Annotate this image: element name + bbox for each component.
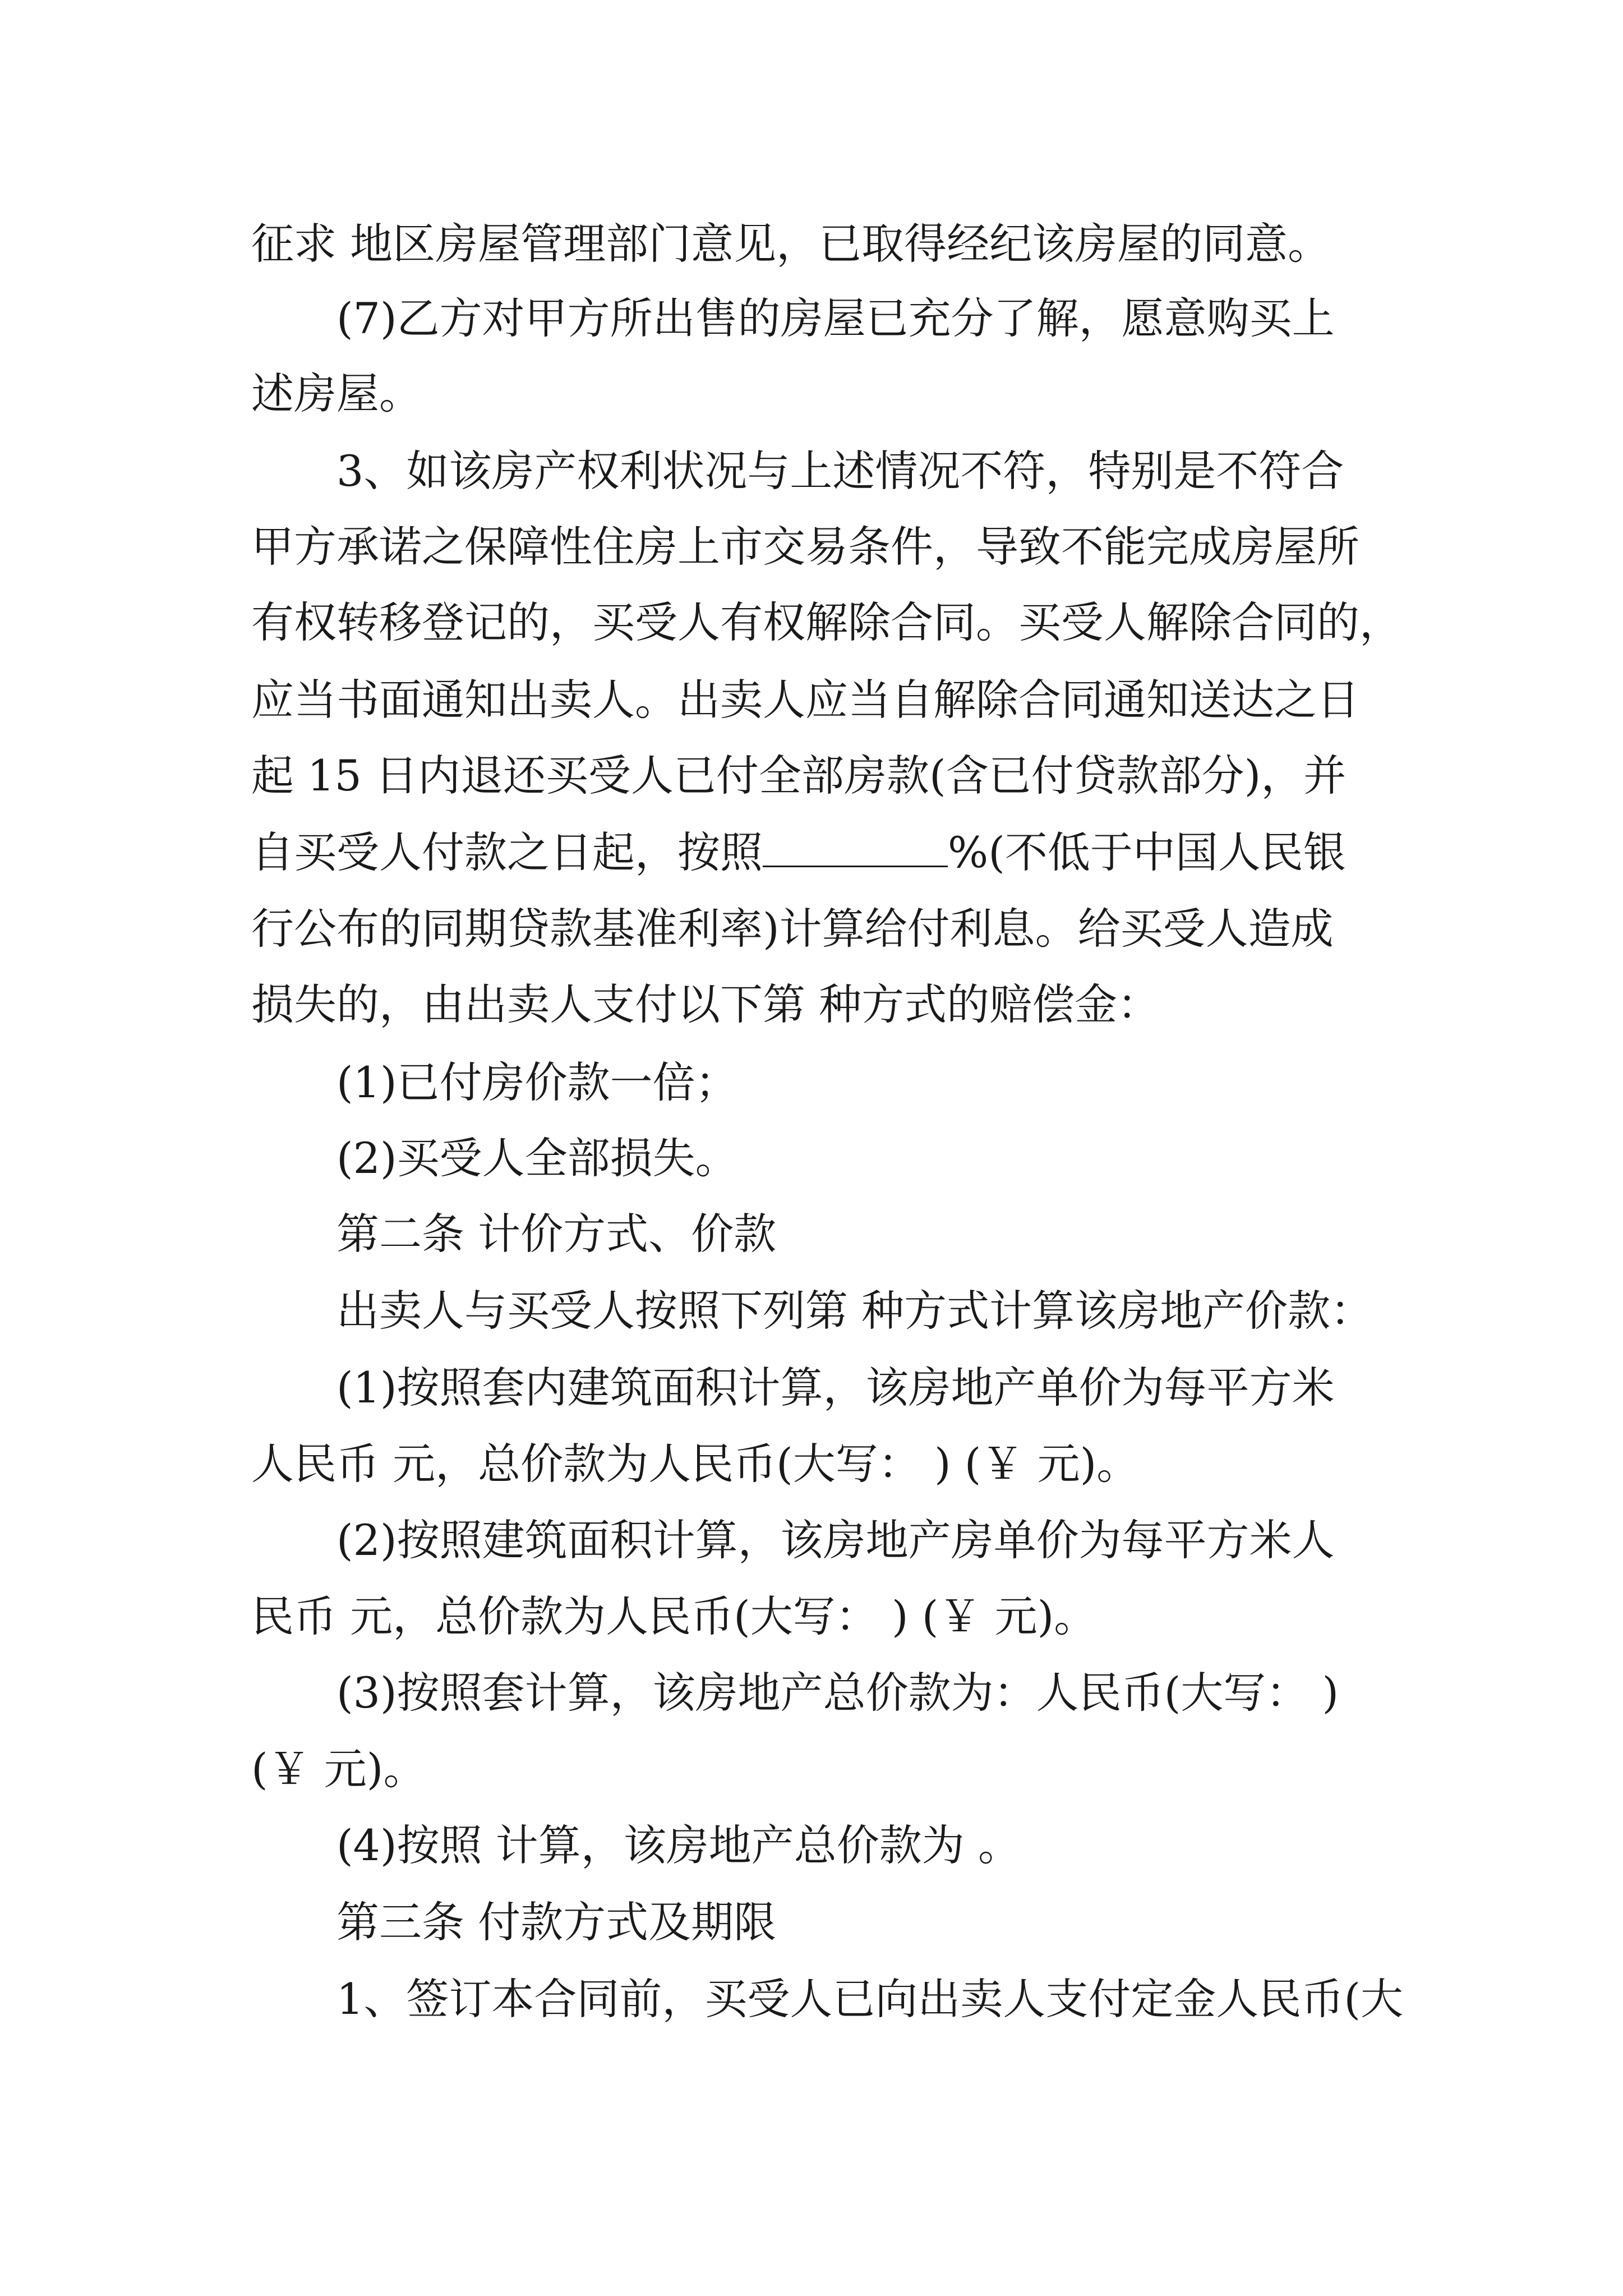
- text-line: 应当书面通知出卖人。出卖人应当自解除合同通知送达之日: [251, 675, 1359, 725]
- text-line: 甲方承诺之保障性住房上市交易条件，导致不能完成房屋所: [251, 522, 1359, 572]
- text-line: 行公布的同期贷款基准利率)计算给付利息。给买受人造成: [251, 904, 1334, 954]
- text-line: 民币 元，总价款为人民币(大写： ) (￥ 元)。: [251, 1591, 1097, 1641]
- text-line: 1、签订本合同前，买受人已向出卖人支付定金人民币(大: [336, 1974, 1404, 2024]
- text-line: 人民币 元，总价款为人民币(大写： ) (￥ 元)。: [251, 1439, 1140, 1489]
- text-line: (3)按照套计算，该房地产总价款为：人民币(大写： ): [336, 1668, 1339, 1718]
- text-line: (1)按照套内建筑面积计算，该房地产单价为每平方米: [336, 1363, 1335, 1412]
- text-line: 损失的，由出卖人支付以下第 种方式的赔偿金：: [251, 979, 1160, 1029]
- fill-in-blank: [763, 826, 948, 867]
- text-segment: %(不低于中国人民银: [948, 827, 1346, 877]
- text-line: (2)买受人全部损失。: [336, 1133, 738, 1183]
- text-line: 述房屋。: [251, 369, 422, 418]
- section-heading: 第三条 付款方式及期限: [336, 1897, 777, 1947]
- text-segment: 自买受人付款之日起，按照: [251, 827, 763, 877]
- text-line: (1)已付房价款一倍；: [336, 1057, 738, 1107]
- text-line: (4)按照 计算，该房地产总价款为 。: [336, 1820, 1021, 1870]
- text-line: 起 15 日内退还买受人已付全部房款(含已付贷款部分)，并: [251, 751, 1347, 800]
- text-line: (￥ 元)。: [251, 1744, 426, 1794]
- text-line-with-blank: [251, 825, 1346, 881]
- text-line: 出卖人与买受人按照下列第 种方式计算该房地产价款：: [336, 1286, 1373, 1336]
- text-line: 3、如该房产权利状况与上述情况不符，特别是不符合: [336, 446, 1344, 496]
- text-line: 征求 地区房屋管理部门意见，已取得经纪该房屋的同意。: [251, 219, 1331, 269]
- text-line: (7)乙方对甲方所出售的房屋已充分了解，愿意购买上: [336, 293, 1335, 343]
- section-heading: 第二条 计价方式、价款: [336, 1209, 777, 1259]
- text-line: (2)按照建筑面积计算，该房地产房单价为每平方米人: [336, 1515, 1335, 1565]
- text-line: 有权转移登记的，买受人有权解除合同。买受人解除合同的，: [251, 597, 1402, 647]
